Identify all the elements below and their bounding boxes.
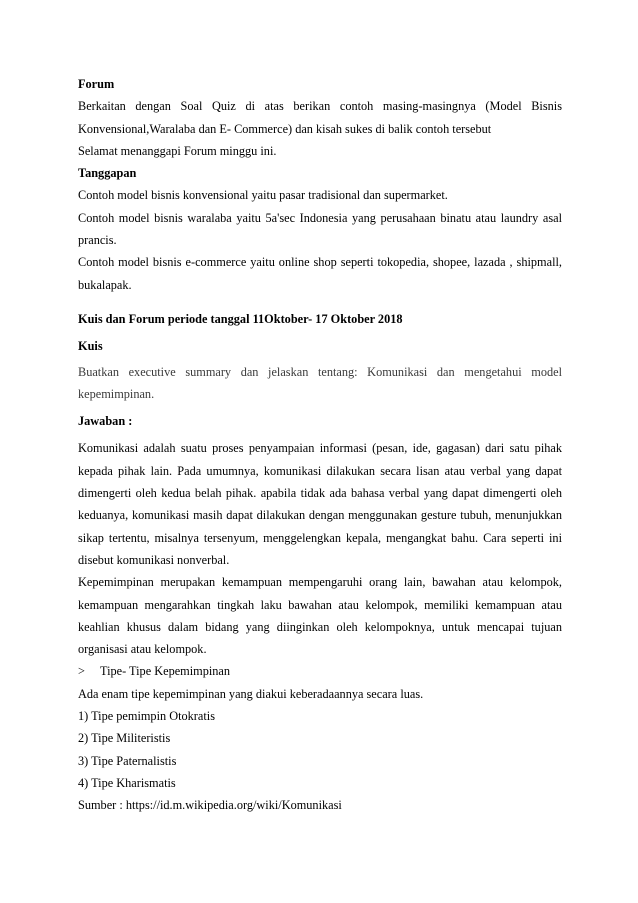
document-page [78, 73, 562, 817]
tipe-list-item: 4) Tipe Kharismatis [78, 775, 176, 790]
tipe-heading-row [78, 660, 562, 682]
tanggapan-heading: Tanggapan [78, 166, 137, 181]
forum-question: Berkaitan dengan Soal Quiz di atas berikan contoh masing-masingnya (Model Bisnis Konvensional,Waralaba dan E- Commerce) dan kisah sukes di balik contoh tersebut [78, 99, 562, 136]
tanggapan-line: Contoh model bisnis konvensional yaitu pasar tradisional dan supermarket. [78, 188, 448, 203]
tipe-intro: Ada enam tipe kepemimpinan yang diakui keberadaannya secara luas. [78, 686, 424, 701]
jawaban-komunikasi: Komunikasi adalah suatu proses penyampaian informasi (pesan, ide, gagasan) dari satu pihak kepada pihak lain. Pada umumnya, komunikasi dilakukan secara lisan atau verbal yang dapat dimengerti oleh kedua belah pihak. apabila tidak ada bahasa verbal yang dapat dimengerti oleh keduanya, komunikasi masih dapat dilakukan dengan menggunakan gesture tubuh, menunjukkan sikap tertentu, misalnya tersenyum, menggelengkan kepala, mengangkat bahu. Cara seperti ini disebut komunikasi nonverbal. [78, 441, 562, 567]
kuis-question: Buatkan executive summary dan jelaskan tentang: Komunikasi dan mengetahui model kepemimpinan. [78, 364, 562, 401]
tanggapan-line: Contoh model bisnis waralaba yaitu 5a'sec Indonesia yang perusahaan binatu atau laundry asal prancis. [78, 210, 562, 248]
tipe-list-item: 3) Tipe Paternalistis [78, 753, 177, 768]
tanggapan-line: Contoh model bisnis e-commerce yaitu online shop seperti tokopedia, shopee, lazada , shipmall, bukalapak. [78, 255, 562, 292]
jawaban-kepemimpinan: Kepemimpinan merupakan kemampuan mempengaruhi orang lain, bawahan atau kelompok, kemampuan mengarahkan tingkah laku bawahan atau kelompok, memiliki kemampuan atau keahlian khusus dalam bidang yang diinginkan oleh kelompoknya, untuk mencapai tujuan organisasi atau kelompok. [78, 575, 562, 657]
jawaban-heading: Jawaban : [78, 414, 133, 429]
arrow-bullet: > [78, 664, 85, 679]
tipe-list-item: 2) Tipe Militeristis [78, 731, 171, 746]
tipe-list-item: 1) Tipe pemimpin Otokratis [78, 709, 215, 724]
period-heading: Kuis dan Forum periode tanggal 11Oktober- 17 Oktober 2018 [78, 311, 403, 326]
forum-greeting: Selamat menanggapi Forum minggu ini. [78, 143, 277, 158]
tipe-heading: Tipe- Tipe Kepemimpinan [100, 664, 231, 679]
forum-heading: Forum [78, 77, 115, 91]
kuis-heading: Kuis [78, 339, 103, 354]
sumber-line: Sumber : https://id.m.wikipedia.org/wiki/Komunikasi [78, 798, 342, 813]
